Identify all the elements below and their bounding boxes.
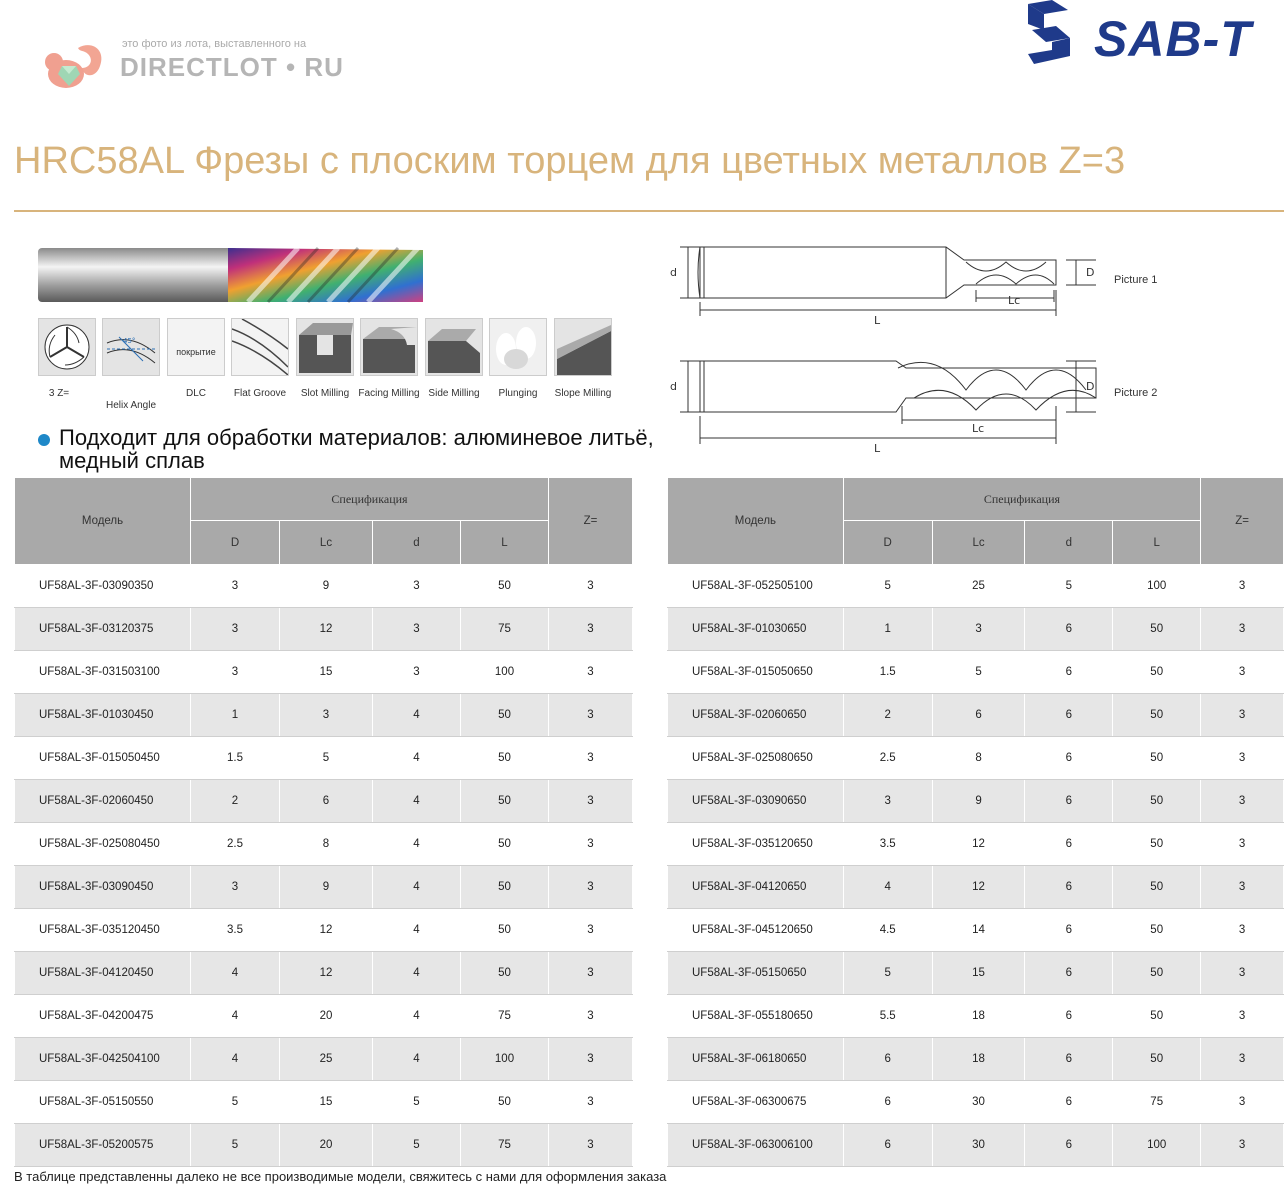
value-cell: 50 <box>461 866 549 909</box>
suitable-materials <box>38 426 668 472</box>
value-cell: 3 <box>549 565 633 608</box>
model-cell: UF58AL-3F-031503100 <box>15 651 191 694</box>
value-cell: 6 <box>843 1038 932 1081</box>
header-spec: Спецификация <box>843 478 1200 521</box>
value-cell: 3 <box>932 608 1025 651</box>
value-cell: 4 <box>373 780 461 823</box>
value-cell: 100 <box>461 1038 549 1081</box>
value-cell: 2.5 <box>843 737 932 780</box>
value-cell: 6 <box>1025 1081 1113 1124</box>
value-cell: 50 <box>1113 995 1201 1038</box>
bullet-dot-icon <box>38 434 50 446</box>
table-row <box>668 694 1284 737</box>
footnote: В таблице представленны далеко не все производимые модели, свяжитесь с нами для оформления заказа <box>14 1169 667 1184</box>
value-cell: 3 <box>549 694 633 737</box>
icon-label-helix: Helix Angle <box>105 400 157 411</box>
value-cell: 50 <box>461 737 549 780</box>
model-cell: UF58AL-3F-055180650 <box>668 995 844 1038</box>
table-row <box>15 780 633 823</box>
value-cell: 3 <box>549 608 633 651</box>
value-cell: 5 <box>373 1081 461 1124</box>
picture-2-label: Picture 2 <box>1114 387 1158 399</box>
slot-milling-icon <box>296 318 354 376</box>
value-cell: 3.5 <box>843 823 932 866</box>
icon-label-plunging: Plunging <box>498 388 538 399</box>
coating-icon <box>167 318 225 376</box>
table-row <box>15 1081 633 1124</box>
value-cell: 100 <box>461 651 549 694</box>
header-Lc: Lc <box>280 521 373 565</box>
model-cell: UF58AL-3F-015050650 <box>668 651 844 694</box>
value-cell: 75 <box>1113 1081 1201 1124</box>
value-cell: 6 <box>1025 780 1113 823</box>
flat-groove-icon <box>231 318 289 376</box>
value-cell: 50 <box>461 780 549 823</box>
value-cell: 5 <box>932 651 1025 694</box>
value-cell: 6 <box>280 780 373 823</box>
value-cell: 9 <box>280 866 373 909</box>
model-cell: UF58AL-3F-03090450 <box>15 866 191 909</box>
value-cell: 1 <box>191 694 280 737</box>
value-cell: 3 <box>1201 823 1284 866</box>
value-cell: 8 <box>280 823 373 866</box>
header-Lc: Lc <box>932 521 1025 565</box>
value-cell: 20 <box>280 995 373 1038</box>
dim-L-1: L <box>874 314 881 327</box>
value-cell: 3 <box>549 737 633 780</box>
model-cell: UF58AL-3F-015050450 <box>15 737 191 780</box>
dim-Lc-2: Lc <box>972 422 985 435</box>
value-cell: 8 <box>932 737 1025 780</box>
value-cell: 2 <box>191 780 280 823</box>
value-cell: 3 <box>549 1081 633 1124</box>
value-cell: 5.5 <box>843 995 932 1038</box>
value-cell: 3 <box>280 694 373 737</box>
value-cell: 50 <box>1113 952 1201 995</box>
value-cell: 2.5 <box>191 823 280 866</box>
suitable-materials-text: Подходит для обработки материалов: алюминевое литьё, медный сплав <box>59 425 654 473</box>
header-d: d <box>1025 521 1113 565</box>
value-cell: 4 <box>373 866 461 909</box>
value-cell: 4 <box>191 1038 280 1081</box>
value-cell: 30 <box>932 1081 1025 1124</box>
header-z: Z= <box>549 478 633 565</box>
value-cell: 3 <box>373 565 461 608</box>
value-cell: 3 <box>1201 909 1284 952</box>
value-cell: 6 <box>932 694 1025 737</box>
model-cell: UF58AL-3F-025080650 <box>668 737 844 780</box>
table-body-left <box>15 565 633 1167</box>
value-cell: 50 <box>461 823 549 866</box>
value-cell: 3 <box>549 995 633 1038</box>
value-cell: 6 <box>1025 651 1113 694</box>
watermark <box>40 34 360 96</box>
table-row <box>668 1081 1284 1124</box>
value-cell: 75 <box>461 995 549 1038</box>
title-divider <box>14 210 1284 212</box>
value-cell: 4 <box>191 952 280 995</box>
value-cell: 50 <box>1113 1038 1201 1081</box>
table-row <box>668 995 1284 1038</box>
end-mill-photo <box>38 246 428 304</box>
helix-angle-mark: 45° <box>123 337 136 345</box>
dim-Lc-1: Lc <box>1008 294 1021 307</box>
model-cell: UF58AL-3F-025080450 <box>15 823 191 866</box>
value-cell: 3 <box>549 909 633 952</box>
table-row <box>668 565 1284 608</box>
value-cell: 50 <box>461 694 549 737</box>
model-cell: UF58AL-3F-01030650 <box>668 608 844 651</box>
value-cell: 5 <box>373 1124 461 1167</box>
model-cell: UF58AL-3F-04120650 <box>668 866 844 909</box>
helix-angle-icon <box>102 318 160 376</box>
value-cell: 3 <box>843 780 932 823</box>
value-cell: 3 <box>549 866 633 909</box>
value-cell: 3 <box>549 1124 633 1167</box>
watermark-caption: это фото из лота, выставленного на <box>122 38 307 50</box>
value-cell: 75 <box>461 1124 549 1167</box>
header-D: D <box>191 521 280 565</box>
value-cell: 4 <box>373 737 461 780</box>
table-row <box>668 608 1284 651</box>
picture-1-label: Picture 1 <box>1114 274 1158 286</box>
value-cell: 3 <box>1201 737 1284 780</box>
value-cell: 4 <box>373 909 461 952</box>
value-cell: 3 <box>549 1038 633 1081</box>
slope-milling-icon <box>554 318 612 376</box>
table-row <box>15 608 633 651</box>
sab-t-logo-icon <box>1024 0 1074 66</box>
header-L: L <box>461 521 549 565</box>
table-row <box>668 866 1284 909</box>
model-cell: UF58AL-3F-02060650 <box>668 694 844 737</box>
value-cell: 30 <box>932 1124 1025 1167</box>
icon-label-facing-milling: Facing Milling <box>358 388 420 399</box>
dim-D-1: D <box>1086 266 1095 279</box>
value-cell: 3 <box>191 651 280 694</box>
value-cell: 6 <box>1025 1038 1113 1081</box>
table-row <box>668 823 1284 866</box>
value-cell: 12 <box>280 909 373 952</box>
value-cell: 3 <box>1201 1081 1284 1124</box>
value-cell: 12 <box>932 866 1025 909</box>
table-row <box>668 737 1284 780</box>
table-row <box>15 1124 633 1167</box>
value-cell: 3 <box>1201 1038 1284 1081</box>
value-cell: 18 <box>932 995 1025 1038</box>
header-d: d <box>373 521 461 565</box>
value-cell: 50 <box>1113 694 1201 737</box>
value-cell: 3.5 <box>191 909 280 952</box>
value-cell: 3 <box>191 866 280 909</box>
value-cell: 50 <box>461 952 549 995</box>
table-row <box>668 909 1284 952</box>
dim-d-2: d <box>670 380 677 393</box>
value-cell: 1 <box>843 608 932 651</box>
table-row <box>15 694 633 737</box>
value-cell: 25 <box>280 1038 373 1081</box>
table-row <box>15 995 633 1038</box>
coating-icon-text: покрытие <box>176 347 216 357</box>
model-cell: UF58AL-3F-05150550 <box>15 1081 191 1124</box>
value-cell: 6 <box>1025 694 1113 737</box>
header-model: Модель <box>668 478 844 565</box>
value-cell: 3 <box>1201 694 1284 737</box>
model-cell: UF58AL-3F-04200475 <box>15 995 191 1038</box>
icon-label-flat-groove: Flat Groove <box>233 388 287 399</box>
value-cell: 100 <box>1113 1124 1201 1167</box>
value-cell: 3 <box>549 952 633 995</box>
plunging-icon <box>489 318 547 376</box>
value-cell: 50 <box>1113 909 1201 952</box>
value-cell: 3 <box>191 565 280 608</box>
value-cell: 50 <box>461 565 549 608</box>
value-cell: 12 <box>280 608 373 651</box>
header-spec: Спецификация <box>191 478 549 521</box>
value-cell: 3 <box>373 651 461 694</box>
value-cell: 50 <box>461 909 549 952</box>
value-cell: 3 <box>1201 565 1284 608</box>
value-cell: 18 <box>932 1038 1025 1081</box>
table-row <box>15 952 633 995</box>
brand-name: SAB-T <box>1094 11 1252 67</box>
value-cell: 50 <box>1113 780 1201 823</box>
table-row <box>668 1038 1284 1081</box>
header-z: Z= <box>1201 478 1284 565</box>
model-cell: UF58AL-3F-06180650 <box>668 1038 844 1081</box>
icon-label-slope-milling: Slope Milling <box>554 388 612 399</box>
value-cell: 3 <box>549 651 633 694</box>
value-cell: 6 <box>1025 608 1113 651</box>
table-row <box>668 780 1284 823</box>
value-cell: 3 <box>1201 866 1284 909</box>
value-cell: 6 <box>1025 866 1113 909</box>
spec-table-left <box>14 477 633 1167</box>
value-cell: 4 <box>373 1038 461 1081</box>
three-flute-icon <box>38 318 96 376</box>
dim-d-1: d <box>670 266 677 279</box>
value-cell: 75 <box>461 608 549 651</box>
value-cell: 3 <box>191 608 280 651</box>
value-cell: 4 <box>373 995 461 1038</box>
model-cell: UF58AL-3F-052505100 <box>668 565 844 608</box>
value-cell: 12 <box>932 823 1025 866</box>
value-cell: 3 <box>549 780 633 823</box>
value-cell: 50 <box>1113 651 1201 694</box>
value-cell: 3 <box>549 823 633 866</box>
feature-icons <box>38 318 618 418</box>
model-cell: UF58AL-3F-02060450 <box>15 780 191 823</box>
value-cell: 25 <box>932 565 1025 608</box>
value-cell: 3 <box>1201 608 1284 651</box>
value-cell: 6 <box>1025 737 1113 780</box>
value-cell: 6 <box>1025 995 1113 1038</box>
value-cell: 5 <box>191 1124 280 1167</box>
table-body-right <box>668 565 1284 1167</box>
value-cell: 6 <box>1025 952 1113 995</box>
value-cell: 50 <box>1113 608 1201 651</box>
table-row <box>668 952 1284 995</box>
value-cell: 9 <box>932 780 1025 823</box>
value-cell: 5 <box>843 565 932 608</box>
model-cell: UF58AL-3F-05150650 <box>668 952 844 995</box>
value-cell: 3 <box>1201 651 1284 694</box>
value-cell: 1.5 <box>191 737 280 780</box>
header-L: L <box>1113 521 1201 565</box>
table-row <box>15 866 633 909</box>
model-cell: UF58AL-3F-045120650 <box>668 909 844 952</box>
page-title: HRC58AL Фрезы с плоским торцем для цветных металлов Z=3 <box>14 140 1126 182</box>
value-cell: 9 <box>280 565 373 608</box>
value-cell: 4.5 <box>843 909 932 952</box>
model-cell: UF58AL-3F-063006100 <box>668 1124 844 1167</box>
value-cell: 5 <box>280 737 373 780</box>
model-cell: UF58AL-3F-035120650 <box>668 823 844 866</box>
model-cell: UF58AL-3F-05200575 <box>15 1124 191 1167</box>
icon-label-slot-milling: Slot Milling <box>300 388 350 399</box>
value-cell: 3 <box>1201 1124 1284 1167</box>
table-row <box>15 651 633 694</box>
value-cell: 6 <box>1025 1124 1113 1167</box>
icon-label-side-milling: Side Milling <box>428 388 480 399</box>
model-cell: UF58AL-3F-04120450 <box>15 952 191 995</box>
header-D: D <box>843 521 932 565</box>
table-row <box>668 651 1284 694</box>
icon-label-dlc: DLC <box>185 388 207 399</box>
model-cell: UF58AL-3F-01030450 <box>15 694 191 737</box>
value-cell: 6 <box>843 1081 932 1124</box>
header-model: Модель <box>15 478 191 565</box>
model-cell: UF58AL-3F-03120375 <box>15 608 191 651</box>
value-cell: 5 <box>843 952 932 995</box>
model-cell: UF58AL-3F-035120450 <box>15 909 191 952</box>
value-cell: 3 <box>1201 995 1284 1038</box>
value-cell: 50 <box>1113 823 1201 866</box>
value-cell: 50 <box>1113 866 1201 909</box>
side-milling-icon <box>425 318 483 376</box>
value-cell: 50 <box>461 1081 549 1124</box>
value-cell: 4 <box>373 694 461 737</box>
spec-table-right <box>667 477 1284 1167</box>
value-cell: 20 <box>280 1124 373 1167</box>
technical-drawings <box>666 240 1176 460</box>
value-cell: 6 <box>1025 909 1113 952</box>
value-cell: 15 <box>932 952 1025 995</box>
table-row <box>15 737 633 780</box>
value-cell: 4 <box>373 823 461 866</box>
value-cell: 14 <box>932 909 1025 952</box>
table-row <box>15 909 633 952</box>
table-row <box>15 565 633 608</box>
table-row <box>668 1124 1284 1167</box>
value-cell: 4 <box>191 995 280 1038</box>
value-cell: 6 <box>1025 823 1113 866</box>
value-cell: 5 <box>1025 565 1113 608</box>
facing-milling-icon <box>360 318 418 376</box>
model-cell: UF58AL-3F-03090350 <box>15 565 191 608</box>
drawing-picture-1 <box>666 240 1176 460</box>
brand-logo <box>1024 0 1274 70</box>
value-cell: 6 <box>843 1124 932 1167</box>
icon-label-3z: 3 Z= <box>48 388 70 399</box>
value-cell: 4 <box>843 866 932 909</box>
value-cell: 12 <box>280 952 373 995</box>
model-cell: UF58AL-3F-06300675 <box>668 1081 844 1124</box>
value-cell: 3 <box>1201 780 1284 823</box>
value-cell: 5 <box>191 1081 280 1124</box>
value-cell: 15 <box>280 651 373 694</box>
watermark-name: DIRECTLOT • RU <box>120 52 344 82</box>
table-row <box>15 1038 633 1081</box>
value-cell: 2 <box>843 694 932 737</box>
model-cell: UF58AL-3F-042504100 <box>15 1038 191 1081</box>
model-cell: UF58AL-3F-03090650 <box>668 780 844 823</box>
squirrel-logo-icon <box>40 38 110 94</box>
value-cell: 3 <box>1201 952 1284 995</box>
dim-L-2: L <box>874 442 881 455</box>
value-cell: 3 <box>373 608 461 651</box>
value-cell: 15 <box>280 1081 373 1124</box>
value-cell: 50 <box>1113 737 1201 780</box>
table-row <box>15 823 633 866</box>
value-cell: 4 <box>373 952 461 995</box>
dim-D-2: D <box>1086 380 1095 393</box>
value-cell: 1.5 <box>843 651 932 694</box>
value-cell: 100 <box>1113 565 1201 608</box>
